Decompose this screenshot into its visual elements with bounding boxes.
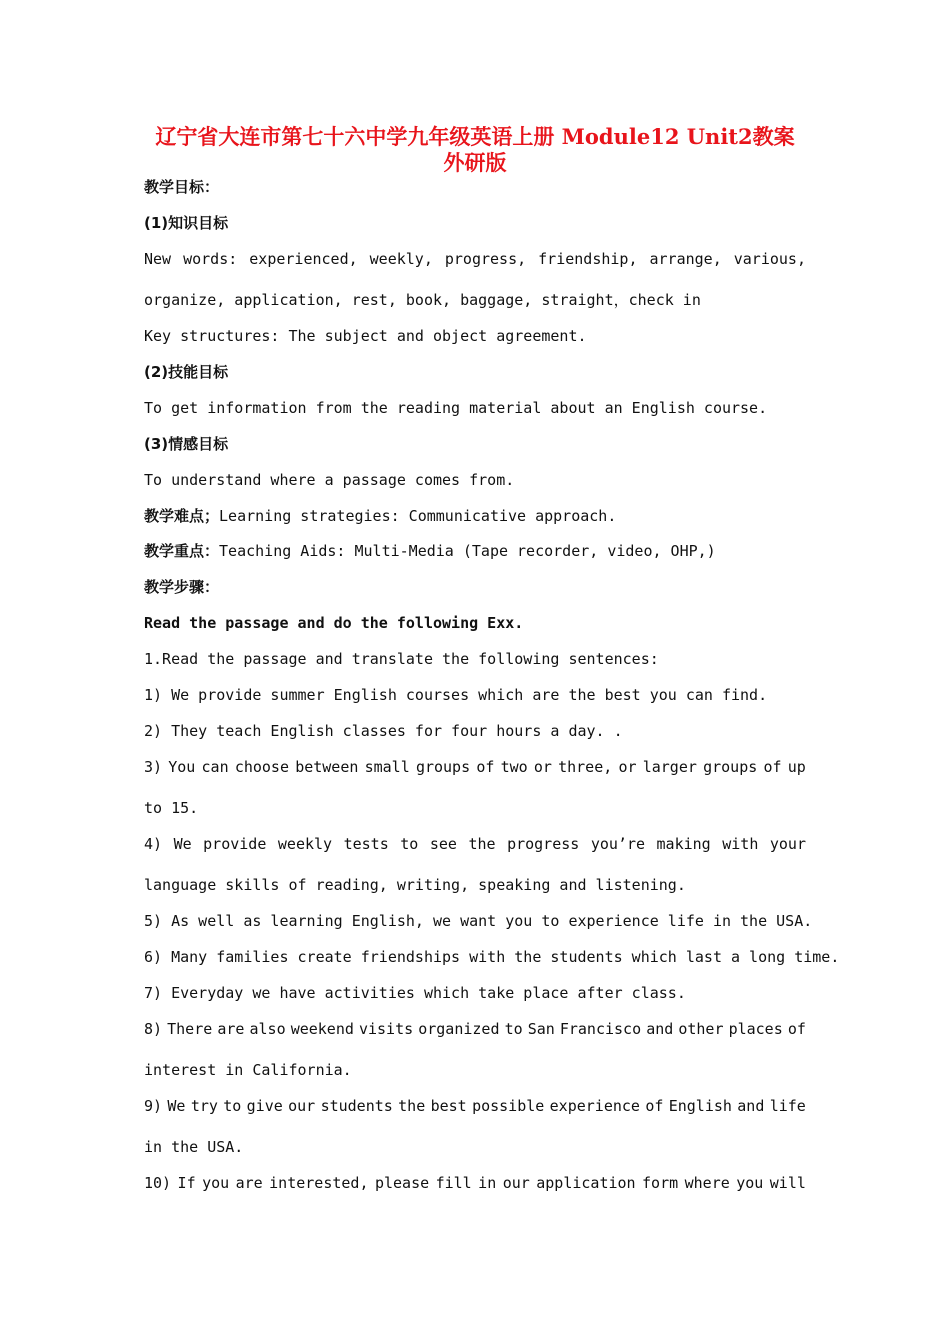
word: experience	[549, 1097, 640, 1115]
exercise-heading: Read the passage and do the following Exx.	[144, 614, 524, 632]
word: weekly,	[369, 250, 433, 268]
knowledge-heading: (1)知识目标	[144, 214, 229, 232]
sentence-6: 6) Many families create friendships with the students which last a long time.	[144, 948, 840, 966]
word: 10)	[144, 1174, 172, 1192]
word: best	[430, 1097, 467, 1115]
word: or	[533, 758, 552, 776]
word: making	[656, 835, 711, 853]
sentence-5: 5) As well as learning English, we want you to experience life in the USA.	[144, 912, 813, 930]
emotion-heading: (3)情感目标	[144, 435, 229, 453]
word: and	[646, 1020, 674, 1038]
word: in	[478, 1174, 497, 1192]
word: are	[235, 1174, 263, 1192]
word: progress,	[444, 250, 527, 268]
word: where	[684, 1174, 730, 1192]
word: possible	[472, 1097, 545, 1115]
objectives-heading: 教学目标：	[144, 178, 220, 196]
word: will	[769, 1174, 806, 1192]
word: organized	[418, 1020, 500, 1038]
word: small	[364, 758, 410, 776]
word: you	[736, 1174, 764, 1192]
sentence-3-row-2: to 15.	[144, 799, 199, 817]
word: visits	[358, 1020, 414, 1038]
word: words:	[183, 250, 238, 268]
sentence-8-row-2: interest in California.	[144, 1061, 352, 1079]
word: weekly	[277, 835, 333, 853]
word: two	[500, 758, 528, 776]
word: students	[320, 1097, 393, 1115]
sentence-7: 7) Everyday we have activities which take place after class.	[144, 984, 686, 1002]
word: our	[502, 1174, 530, 1192]
skill-text: To get information from the reading material about an English course.	[144, 399, 768, 417]
word: to	[400, 835, 419, 853]
word: of	[476, 758, 495, 776]
difficulty-line	[144, 506, 806, 526]
word: choose	[234, 758, 289, 776]
word: with	[722, 835, 759, 853]
focus-line	[144, 541, 806, 561]
difficulty-text: Learning strategies: Communicative approach.	[219, 507, 617, 525]
word: life	[769, 1097, 806, 1115]
emotion-text: To understand where a passage comes from.	[144, 471, 515, 489]
new-words-row-2: organize, application, rest, book, baggage, straight，check in	[144, 291, 701, 309]
word: of	[763, 758, 782, 776]
sentence-4-row-1	[144, 834, 806, 854]
skill-heading: (2)技能目标	[144, 363, 229, 381]
document-title-line-1: 辽宁省大连市第七十六中学九年级英语上册 Module12 Unit2教案	[155, 124, 795, 149]
sentence-9-row-1	[144, 1096, 806, 1116]
word: friendship,	[538, 250, 638, 268]
word: places	[728, 1020, 783, 1038]
sentence-4-row-2: language skills of reading, writing, speaking and listening.	[144, 876, 686, 894]
word: your	[769, 835, 806, 853]
sentence-10-row-1	[144, 1173, 806, 1193]
word: application	[536, 1174, 636, 1192]
word: arrange,	[649, 250, 722, 268]
sentence-2: 2) They teach English classes for four hours a day. .	[144, 722, 623, 740]
word: 8)	[144, 1020, 163, 1038]
instruction-text: 1.Read the passage and translate the following sentences:	[144, 650, 659, 668]
word: groups	[415, 758, 471, 776]
word: up	[787, 758, 806, 776]
document-title-line-2: 外研版	[443, 150, 507, 175]
word: groups	[703, 758, 758, 776]
word: can	[201, 758, 229, 776]
word: New	[144, 250, 172, 268]
difficulty-label: 教学难点；	[144, 507, 220, 525]
word: We	[173, 835, 192, 853]
word: give	[246, 1097, 283, 1115]
word: 4)	[144, 835, 163, 853]
steps-heading: 教学步骤：	[144, 578, 220, 596]
key-structures: Key structures: The subject and object agreement.	[144, 327, 587, 345]
word: progress	[507, 835, 580, 853]
word: fill	[435, 1174, 472, 1192]
word: to	[223, 1097, 242, 1115]
word: 9)	[144, 1097, 163, 1115]
new-words-row-1	[144, 249, 806, 269]
word: English	[668, 1097, 732, 1115]
sentence-1: 1) We provide summer English courses which are the best you can find.	[144, 686, 768, 704]
word: experienced,	[249, 250, 358, 268]
word: three,	[558, 758, 613, 776]
word: you	[202, 1174, 230, 1192]
word: We	[167, 1097, 186, 1115]
focus-text: Teaching Aids: Multi-Media (Tape recorder, video, OHP,)	[219, 542, 716, 560]
word: form	[642, 1174, 679, 1192]
word: You	[168, 758, 196, 776]
word: 3)	[144, 758, 163, 776]
word: various,	[733, 250, 806, 268]
word: of	[787, 1020, 806, 1038]
word: our	[288, 1097, 316, 1115]
word: provide	[203, 835, 267, 853]
sentence-3-row-1	[144, 757, 806, 777]
word: larger	[642, 758, 697, 776]
word: interested,	[269, 1174, 369, 1192]
word: weekend	[290, 1020, 354, 1038]
word: between	[295, 758, 359, 776]
word: are	[217, 1020, 245, 1038]
focus-label: 教学重点：	[144, 542, 220, 560]
word: try	[190, 1097, 218, 1115]
word: and	[737, 1097, 765, 1115]
word: If	[177, 1174, 196, 1192]
word: There	[167, 1020, 213, 1038]
word: please	[374, 1174, 430, 1192]
sentence-9-row-2: in the USA.	[144, 1138, 244, 1156]
word: tests	[343, 835, 389, 853]
word: the	[398, 1097, 426, 1115]
word: see	[429, 835, 457, 853]
word: other	[678, 1020, 724, 1038]
word: Francisco	[559, 1020, 642, 1038]
word: you’re	[590, 835, 646, 853]
word: the	[468, 835, 496, 853]
word: San	[527, 1020, 555, 1038]
word: to	[504, 1020, 523, 1038]
sentence-8-row-1	[144, 1019, 806, 1039]
word: of	[645, 1097, 664, 1115]
word: or	[618, 758, 637, 776]
word: also	[249, 1020, 286, 1038]
